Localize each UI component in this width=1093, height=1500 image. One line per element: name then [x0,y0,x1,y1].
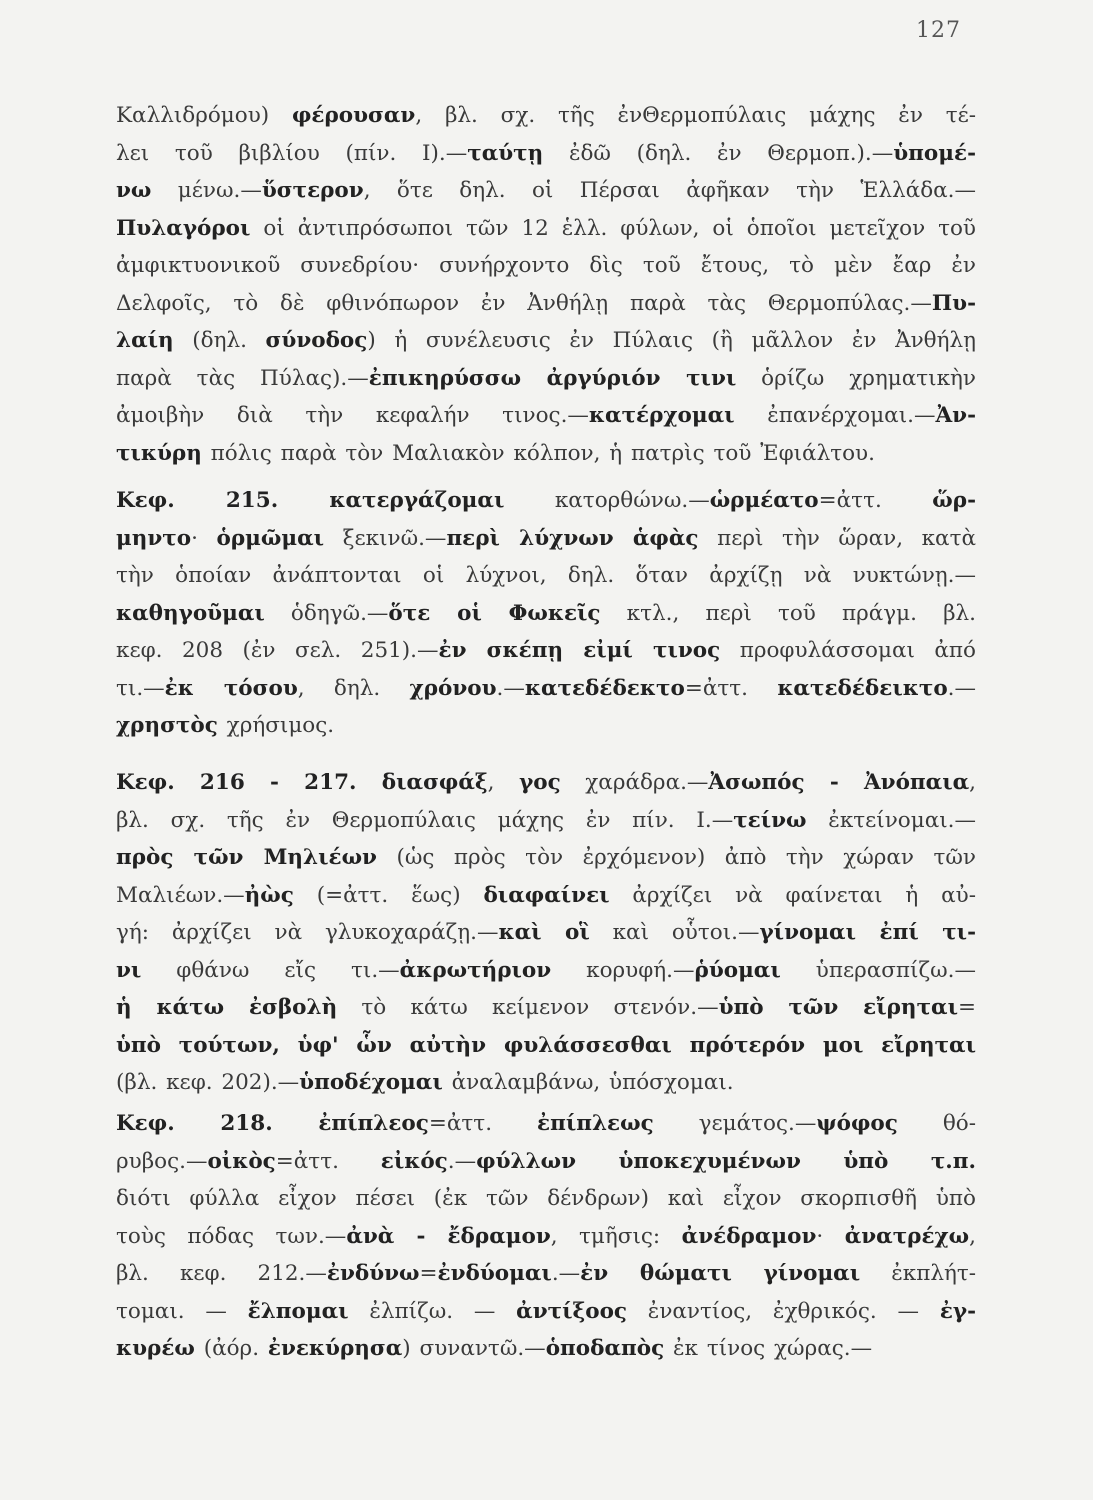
gloss-text: ὑπερασπίζω.— [780,957,976,983]
gloss-text: τι.— [116,675,165,701]
lemma-term: εἰκός [380,1148,448,1174]
text-line [116,670,976,708]
lemma-term: λαίη [116,328,174,353]
gloss-text: λει τοῦ βιβλίου (πίν. Ι).— [116,140,468,166]
gloss-text: , ὅτε δηλ. οἱ Πέρσαι ἀφῆκαν τὴν Ἑλλάδα.— [363,178,976,203]
lemma-term: οἰκὸς [207,1148,276,1174]
page-number: 127 [916,18,961,43]
gloss-text: =ἀττ. [684,675,778,701]
lemma-term: ἀντίξοος [516,1298,628,1324]
gloss-text: ἀναλαμβάνω, ὑπόσχομαι. [442,1070,734,1095]
lemma-term: ὁποδαπὸς [545,1336,665,1361]
gloss-text: .— [496,675,525,701]
lemma-term: γος [519,770,561,795]
gloss-text: θό- [897,1111,976,1136]
lemma-term: κυρέω [116,1336,195,1361]
lemma-term: ἐκ τόσου [164,675,298,701]
paragraph-chapter-216-217 [116,764,976,1102]
gloss-text: (δηλ. [173,328,266,353]
gloss-text: τοὺς πόδας των.— [116,1223,347,1249]
lemma-term: ἐνδύνω [326,1261,420,1286]
text-line [116,1105,976,1143]
text-line [116,914,976,952]
lemma-term: περὶ λύχνων ἁφὰς [446,525,699,551]
text-line [116,247,976,285]
lemma-term: ἀνὰ - ἔδραμον [346,1223,551,1249]
gloss-text: παρὰ τὰς Πύλας).— [116,365,369,391]
lemma-term: ἀκρωτήριον [399,957,552,983]
lemma-term: κατεργάζομαι [329,488,505,513]
text-line [116,989,976,1027]
gloss-text: τὸ κάτω κείμενον στενόν.— [337,995,719,1020]
gloss-text: , τμῆσις: [550,1223,682,1249]
gloss-text: βλ. κεφ. 212.— [116,1261,327,1286]
paragraph-commentary-214 [116,97,976,472]
text-line [116,764,976,802]
text-line [116,397,976,435]
gloss-text: =ἀττ. [818,488,933,513]
gloss-text: κεφ. 208 (ἐν σελ. 251).— [116,638,439,663]
lemma-term: ἐνδύομαι [437,1261,552,1286]
text-line [116,97,976,135]
lemma-term: μηντο [116,525,192,551]
lemma-term: φύλλων ὑποκεχυμένων ὑπὸ τ.π. [476,1148,976,1174]
gloss-text: .— [551,1261,581,1286]
lemma-term: ἐπικηρύσσω ἀργύριόν τινι [368,365,737,391]
lemma-term: χρηστὸς [116,713,218,738]
gloss-text: ὁρίζω χρηματικὴν [736,365,976,391]
gloss-text: ἐπανέρχομαι.— [734,403,936,428]
gloss-text: ἀμοιβὴν διὰ τὴν κεφαλήν τινος.— [116,403,589,428]
gloss-text: προφυλάσσομαι ἀπό [720,638,976,663]
lemma-term: ὥρ- [932,488,976,513]
text-line [116,360,976,398]
lemma-term: ἐπίπλεως [537,1111,654,1136]
lemma-term: ἔλπομαι [247,1298,349,1324]
lemma-term: νω [116,178,152,203]
lemma-term: κατεδέδεικτο [777,675,948,701]
lemma-term: κατέρχομαι [588,403,735,428]
gloss-text: βλ. σχ. τῆς ἐν Θερμοπύλαις μάχης ἐν πίν. Ι.— [116,807,734,833]
gloss-text: (=ἀττ. ἕως) [293,882,484,908]
gloss-text: ρυβος.— [116,1148,208,1174]
lemma-term: Κεφ. 216 - 217. [116,770,382,795]
text-line [116,520,976,558]
lemma-term: χρόνου [409,675,497,701]
gloss-text: ὁδηγῶ.— [264,600,389,626]
gloss-text: ἐκ τίνος χώρας.— [664,1336,873,1361]
gloss-text: φθάνω εἴς τι.— [141,957,400,983]
gloss-text: Δελφοῖς, τὸ δὲ φθινόπωρον ἐν Ἀνθήλῃ παρὰ τὰς Θερμοπύλας.— [116,290,932,316]
text-line [116,1064,976,1102]
gloss-text: ἀρχίζει νὰ φαίνεται ἡ αὐ- [609,882,976,908]
text-line [116,1180,976,1218]
gloss-text: τομαι. — [116,1298,248,1324]
text-line [116,1330,976,1368]
lemma-term: σύνοδος [265,328,368,353]
gloss-text: .— [947,675,976,701]
gloss-text: .— [447,1148,477,1174]
text-line [116,1218,976,1256]
lemma-term: ἀνατρέχω [844,1223,970,1249]
lemma-term: κατεδέδεκτο [524,675,685,701]
gloss-text: · [816,1223,845,1249]
text-line [116,632,976,670]
lemma-term: ὑπὸ τούτων, ὑφ' ὧν αὐτὴν φυλάσσεσθαι πρότερόν μοι εἴρηται [116,1032,976,1058]
lemma-term: ἐν θώματι γίνομαι [580,1261,861,1286]
text-line [116,135,976,173]
lemma-term: ἠὼς [244,882,294,908]
gloss-text: (βλ. κεφ. 202).— [116,1070,300,1095]
lemma-term: ὁρμῶμαι [216,525,325,551]
text-line [116,322,976,360]
lemma-term: νι [116,957,142,983]
gloss-text: κτλ., περὶ τοῦ πράγμ. βλ. [600,600,976,626]
gloss-text: ἐδῶ (δηλ. ἐν Θερμοπ.).— [543,140,894,166]
lemma-term: ἐνεκύρησα [267,1336,403,1361]
gloss-text: χρήσιμος. [217,713,335,738]
lemma-term: ἐν σκέπῃ εἰμί τινος [438,638,721,663]
gloss-text: (ὡς πρὸς τὸν ἐρχόμενον) ἀπὸ τὴν χώραν τῶν [376,845,976,870]
gloss-text: = [957,995,976,1020]
lemma-term: Ἀν- [935,403,976,428]
gloss-text: , [969,770,976,795]
text-line [116,435,976,473]
gloss-text: Καλλιδρόμου) [116,103,292,128]
gloss-text: =ἀττ. [428,1111,538,1136]
lemma-term: πρὸς τῶν Μηλιέων [116,845,377,870]
lemma-term: ὑπομέ- [893,140,976,166]
lemma-term: Πυ- [931,290,976,316]
gloss-text: (ἀόρ. [194,1336,268,1361]
gloss-text: , [487,770,520,795]
lemma-term: φέρουσαν [291,103,416,128]
lemma-term: ὑποδέχομαι [299,1070,443,1095]
gloss-text: χαράδρα.— [560,770,709,795]
lemma-term: ὕστερον [261,178,364,203]
text-line [116,707,976,745]
lemma-term: ῥύομαι [694,957,781,983]
gloss-text: κορυφή.— [551,957,695,983]
gloss-text: ἀμφικτυονικοῦ συνεδρίου· συνήρχοντο δὶς τοῦ ἔτους, τὸ μὲν ἔαρ ἐν [116,253,976,278]
gloss-text: = [419,1261,438,1286]
lemma-term: ἐγ- [939,1298,976,1324]
paragraph-chapter-215 [116,482,976,745]
gloss-text: μένω.— [151,178,262,203]
lemma-term: Κεφ. 218. [116,1111,319,1136]
text-line [116,557,976,595]
gloss-text: ξεκινῶ.— [324,525,447,551]
text-line [116,1027,976,1065]
text-line [116,595,976,633]
gloss-text: περὶ τὴν ὥραν, κατὰ [698,525,976,551]
lemma-term: διαφαίνει [483,882,610,908]
lemma-term: ταύτῃ [467,140,544,166]
text-line [116,839,976,877]
gloss-text: πόλις παρὰ τὸν Μαλιακὸν κόλπον, ἡ πατρὶς τοῦ Ἐφιάλτου. [201,440,875,466]
lemma-term: καὶ οἳ [498,920,590,945]
text-line [116,210,976,248]
gloss-text: γεμάτος.— [653,1111,817,1136]
lemma-term: ὡρμέατο [709,488,819,513]
gloss-text: ) συναντῶ.— [402,1336,546,1361]
gloss-text: , βλ. σχ. τῆς ἐνΘερμοπύλαις μάχης ἐν τέ- [415,103,976,128]
gloss-text: · [191,525,217,551]
gloss-text: ἐκπλήτ- [860,1261,976,1286]
gloss-text: διότι φύλλα εἶχον πέσει (ἐκ τῶν δένδρων) καὶ εἶχον σκορπισθῆ ὑπὸ [116,1186,976,1211]
lemma-term: ψόφος [816,1111,898,1136]
text-line [116,172,976,210]
gloss-text: καὶ οὗτοι.— [589,920,760,945]
lemma-term: καθηγοῦμαι [116,600,265,626]
gloss-text: ) ἡ συνέλευσις ἐν Πύλαις (ἢ μᾶλλον ἐν Ἀνθήλῃ [367,328,976,353]
lemma-term: Κεφ. 215. [116,488,330,513]
gloss-text: οἱ ἀντιπρόσωποι τῶν 12 ἑλλ. φύλων, οἱ ὁποῖοι μετεῖχον τοῦ [250,215,976,241]
lemma-term: ἡ κάτω ἐσβολὴ [116,995,338,1020]
gloss-text: τὴν ὁποίαν ἀνάπτονται οἱ λύχνοι, δηλ. ὅταν ἀρχίζῃ νὰ νυκτώνῃ.— [116,563,976,588]
gloss-text: γή: ἀρχίζει νὰ γλυκοχαράζῃ.— [116,920,499,945]
gloss-text: , [969,1223,976,1249]
gloss-text: =ἀττ. [275,1148,381,1174]
lemma-term: ὅτε οἱ Φωκεῖς [388,600,601,626]
gloss-text: ἐλπίζω. — [348,1298,517,1324]
lemma-term: τικύρη [116,440,202,466]
lemma-term: ἀνέδραμον [681,1223,817,1249]
paragraph-chapter-218 [116,1105,976,1368]
gloss-text: ἐκτείνομαι.— [806,807,976,833]
lemma-term: Πυλαγόροι [116,215,251,241]
text-line [116,952,976,990]
gloss-text: κατορθώνω.— [504,488,710,513]
gloss-text: , δηλ. [297,675,410,701]
text-line [116,877,976,915]
text-line [116,802,976,840]
gloss-text: Μαλιέων.— [116,882,245,908]
text-line [116,1255,976,1293]
lemma-term: γίνομαι ἐπί τι- [759,920,976,945]
gloss-text: ἐναντίος, ἐχθρικός. — [627,1298,940,1324]
text-line [116,1143,976,1181]
lemma-term: διασφάξ [381,770,488,795]
text-line [116,285,976,323]
lemma-term: ὑπὸ τῶν εἴρηται [718,995,958,1020]
lemma-term: ἐπίπλεος [318,1111,429,1136]
text-line [116,1293,976,1331]
lemma-term: Ἀσωπός - Ἀνόπαια [708,770,970,795]
lemma-term: τείνω [733,807,807,833]
text-line [116,482,976,520]
